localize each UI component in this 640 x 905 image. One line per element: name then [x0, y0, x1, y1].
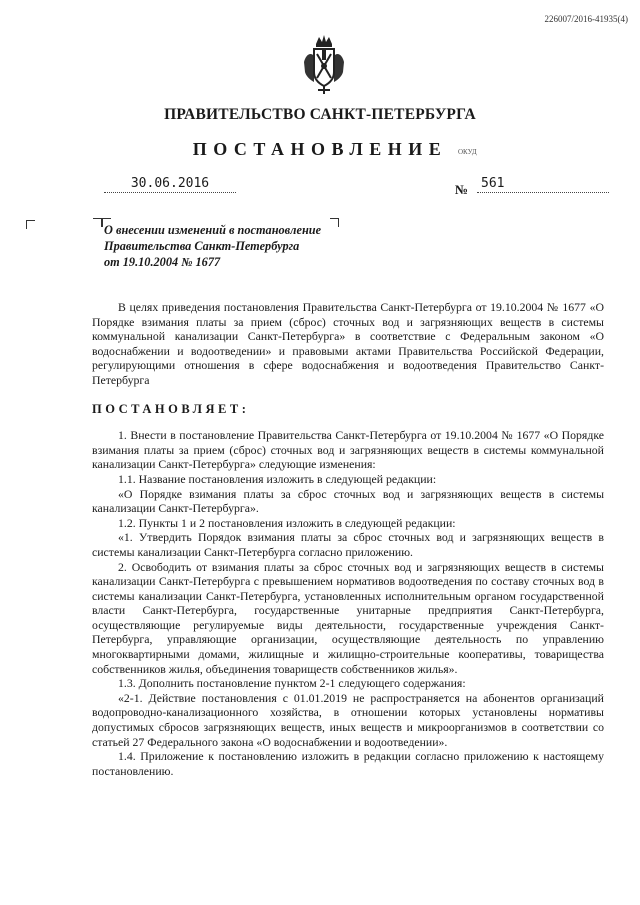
subject-line: О внесении изменений в постановление [104, 223, 322, 237]
body-paragraph: «1. Утвердить Порядок взимания платы за сброс сточных вод и загрязняющих веществ в системы канализации Санкт-Петербурга согласно приложению. [92, 530, 604, 559]
body-paragraph: «О Порядке взимания платы за сброс сточных вод и загрязняющих веществ в системы канализации Санкт-Петербурга». [92, 486, 604, 516]
document-number: 561 [477, 176, 609, 193]
document-registration-code: 226007/2016-41935(4) [544, 14, 628, 24]
preamble-paragraph: В целях приведения постановления Правительства Санкт-Петербурга от 19.10.2004 № 1677 «О Порядке взимания платы за прием (сброс) сточных вод и загрязняющих веществ в системы коммунальной канализации Санкт-Петербурга» в соответствие с Федеральным законом «О водоснабжении и водоотведении» и правовыми актами Правительства Российской Федерации, регулирующими отношения в сфере водоснабжения и водоотведения Правительство Санкт-Петербурга [92, 300, 604, 387]
body-paragraph: 1. Внести в постановление Правительства Санкт-Петербурга от 19.10.2004 № 1677 «О Порядке взимания платы за прием (сброс) сточных вод и загрязняющих веществ в системы коммунальной канализации Санкт-Петербурга» следующие изменения: [92, 428, 604, 472]
body-paragraph: 1.4. Приложение к постановлению изложить в редакции согласно приложению к настоящему постановлению. [92, 749, 604, 778]
document-date: 30.06.2016 [104, 176, 236, 193]
subject-line: от 19.10.2004 № 1677 [104, 255, 221, 269]
resolves-heading: ПОСТАНОВЛЯЕТ: [92, 401, 250, 416]
okud-label: ОКУД [458, 148, 477, 156]
body-paragraph: 1.2. Пункты 1 и 2 постановления изложить в следующей редакции: [118, 515, 456, 530]
body-paragraph: 2. Освободить от взимания платы за сброс сточных вод и загрязняющих веществ в системы канализации Санкт-Петербурга с превышением нормативов водоотведения по составу сточных вод в системы канализации Санкт-Петербурга, установленных исполнительным органом государственной власти Санкт-Петербурга, государственные унитарные предприятия Санкт-Петербурга, осуществляющие регулируемые виды деятельности, государственные учреждения Санкт-Петербурга, управляющие организации, осуществляющие деятельность по управлению многоквартирными домами, жилищные и жилищно-строительные кооперативы, товарищества собственников жилья, объединения товариществ собственников жилья». [92, 559, 604, 676]
document-subject [104, 222, 354, 270]
body-paragraph: 1.3. Дополнить постановление пунктом 2-1 следующего содержания: [118, 676, 466, 691]
document-body [92, 300, 604, 778]
number-label: № [455, 182, 469, 197]
corner-mark [93, 218, 102, 227]
government-title: ПРАВИТЕЛЬСТВО САНКТ-ПЕТЕРБУРГА [164, 106, 476, 123]
spb-coat-of-arms-icon [302, 32, 346, 96]
document-type: ПОСТАНОВЛЕНИЕ [192, 139, 448, 159]
body-paragraph: «2-1. Действие постановления с 01.01.2019 не распространяется на абонентов организаций водопроводно-канализационного хозяйства, в отношении которых установлены нормативы допустимых сбросов загрязняющих веществ, иных веществ и микроорганизмов в соответствии со статьей 27 Федерального закона «О водоснабжении и водоотведении». [92, 690, 604, 749]
subject-line: Правительства Санкт-Петербурга [104, 239, 300, 253]
corner-mark [26, 220, 35, 229]
body-paragraph: 1.1. Название постановления изложить в следующей редакции: [118, 471, 437, 486]
